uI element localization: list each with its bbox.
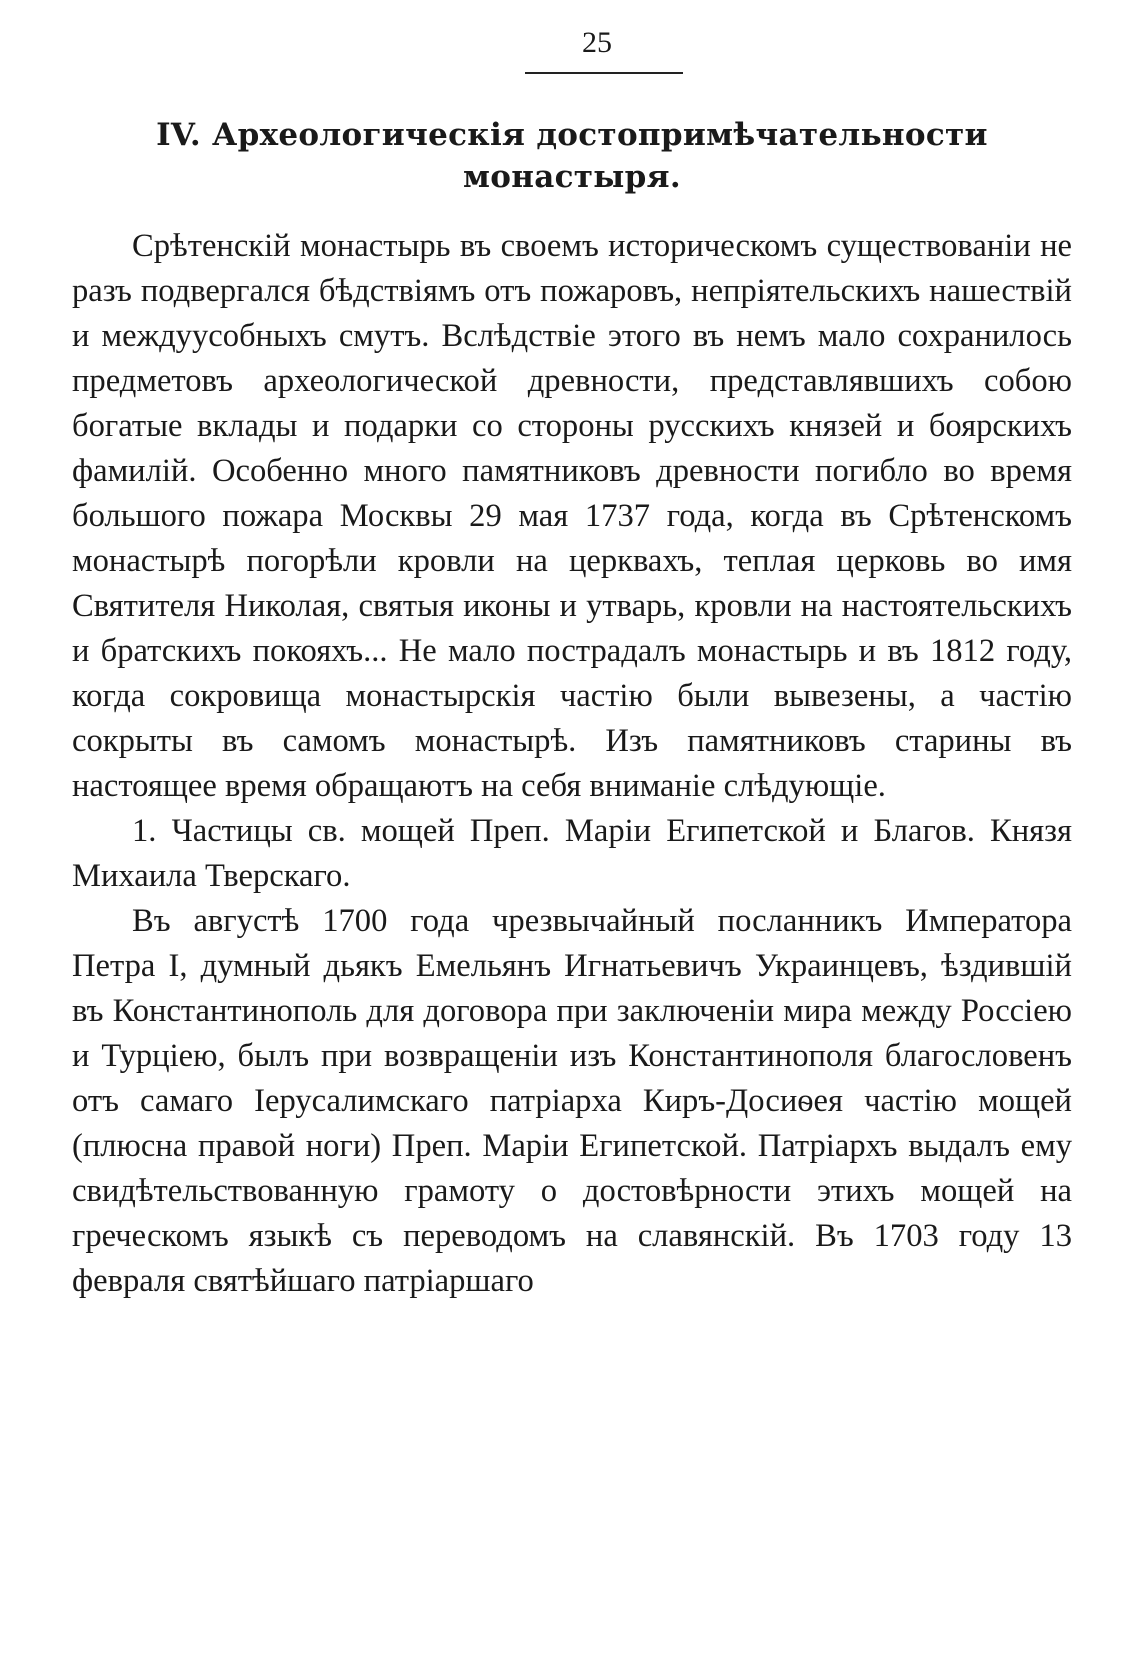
page-number: 25 xyxy=(582,26,612,59)
page-number-rule xyxy=(525,72,683,74)
paragraph-relics-history: Въ августѣ 1700 года чрезвычайный посланникъ Императора Петра I, думный дьякъ Емельянъ Игнатьевичъ Украинцевъ, ѣздившій въ Константинополь для договора при заключеніи мира между Россіею и Турціею, былъ при возвращеніи изъ Константинополя благословенъ отъ самаго Іерусалимскаго патріарха Киръ-Досиѳея частію мощей (плюсна правой ноги) Преп. Маріи Египетской. Патріархъ выдалъ ему свидѣтельствованную грамоту о достовѣрности этихъ мощей на греческомъ языкѣ съ переводомъ на славянскій. Въ 1703 году 13 февраля святѣйшаго патріаршаго xyxy=(72,903,1072,1299)
paragraph-item-1-title: 1. Частицы св. мощей Преп. Маріи Египетской и Благов. Князя Михаила Тверскаго. xyxy=(72,813,1072,894)
body-text xyxy=(72,224,1072,1304)
section-heading: IV. Археологическія достопримѣчательности монастыря. xyxy=(156,117,988,195)
paragraph-history: Срѣтенскій монастырь въ своемъ историческомъ существованіи не разъ подвергался бѣдствіямъ отъ пожаровъ, непріятельскихъ нашествій и междуусобныхъ смутъ. Вслѣдствіе этого въ немъ мало сохранилось предметовъ археологической древности, представлявшихъ собою богатые вклады и подарки со стороны русскихъ князей и боярскихъ фамилій. Особенно много памятниковъ древности погибло во время большого пожара Москвы 29 мая 1737 года, когда въ Срѣтенскомъ монастырѣ погорѣли кровли на церквахъ, теплая церковь во имя Святителя Николая, святыя иконы и утварь, кровли на настоятельскихъ и братскихъ покояхъ... Не мало пострадалъ монастырь и въ 1812 году, когда сокровища монастырскія частію были вывезены, а частію сокрыты въ самомъ монастырѣ. Изъ памятниковъ старины въ настоящее время обращаютъ на себя вниманіе слѣдующіе. xyxy=(72,228,1072,804)
book-page xyxy=(72,28,1072,1658)
